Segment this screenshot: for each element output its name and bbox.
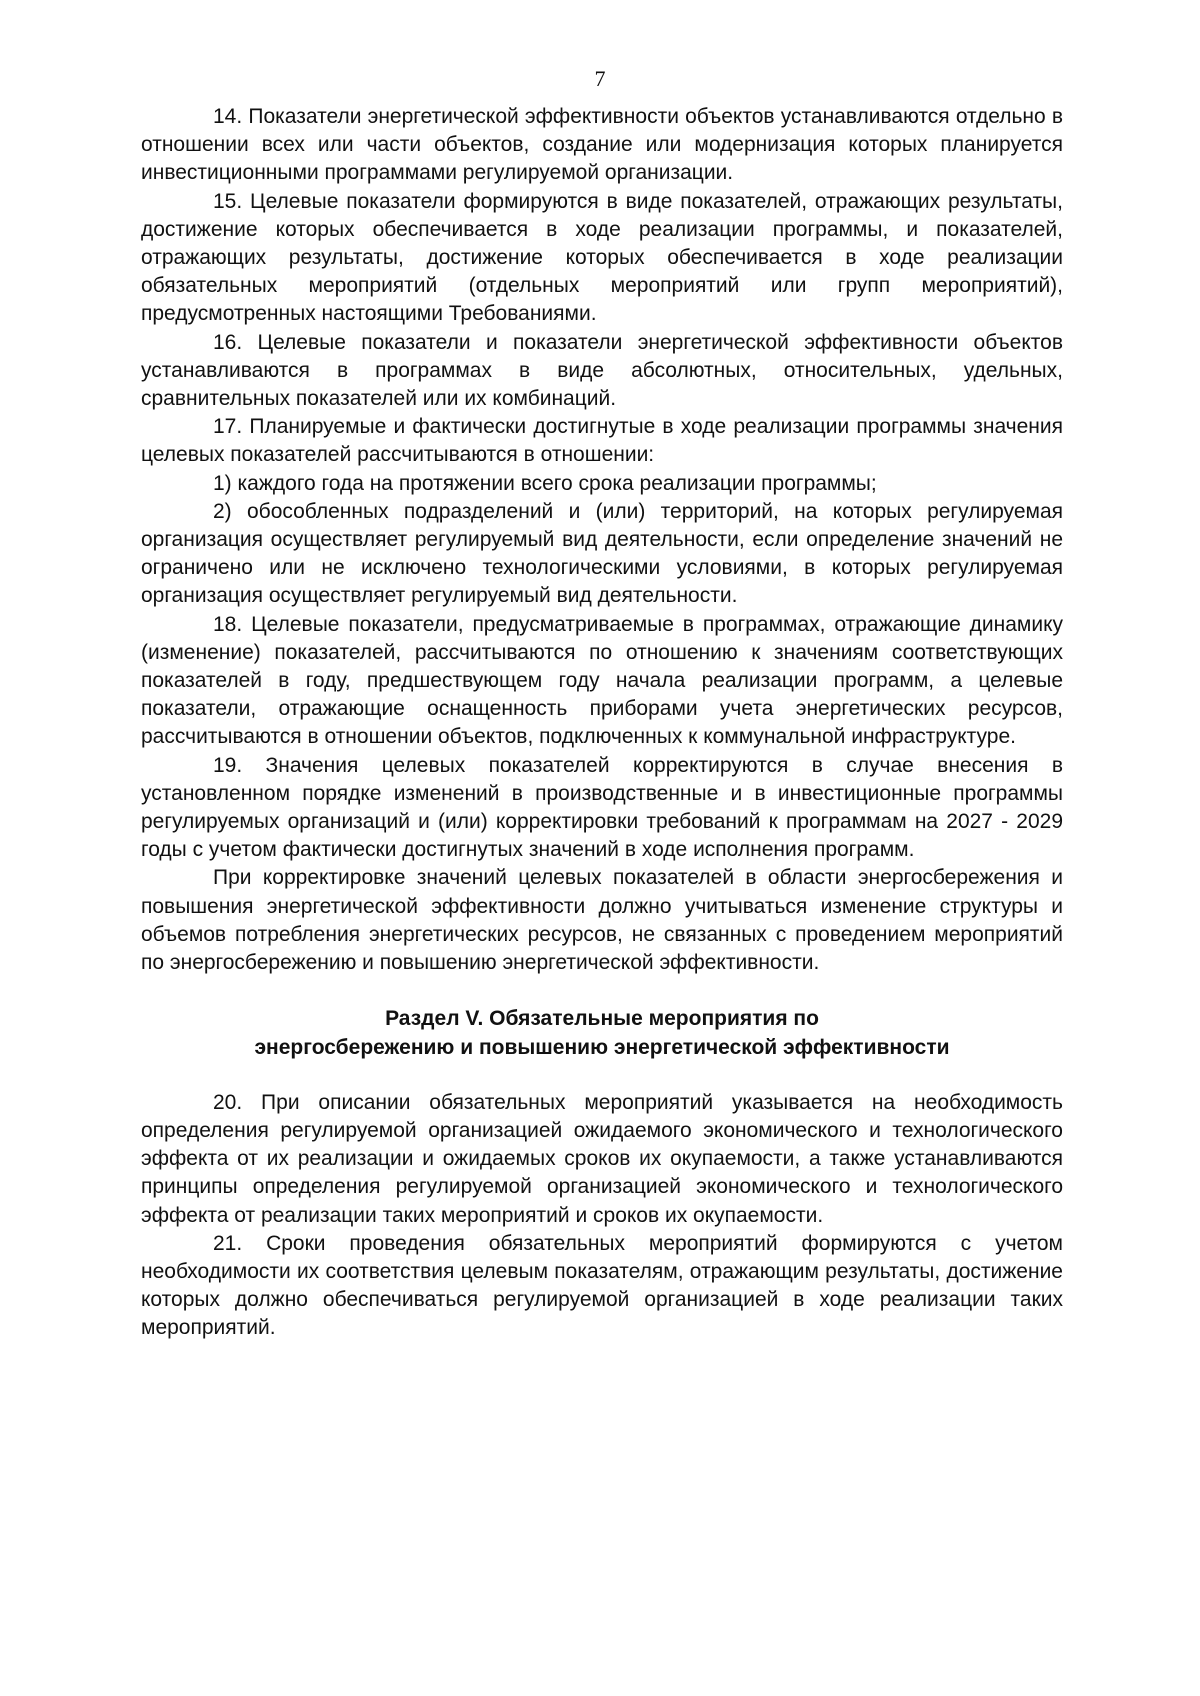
paragraph-19-note: При корректировке значений целевых показателей в области энергосбережения и повышения энергетической эффективности должно учитываться изменение структуры и объемов потребления энергетических ресурсов, не связанных с проведением мероприятий по энергосбережению и повышению энергетической эффективности. <box>141 866 1063 975</box>
paragraph-17: 17. Планируемые и фактически достигнутые в ходе реализации программы значения целевых показателей рассчитываются в отношении: <box>141 415 1063 467</box>
paragraph-19: 19. Значения целевых показателей корректируются в случае внесения в установленном порядке изменений в производственные и в инвестиционные программы регулируемых организаций и (или) корректировки требований к программам на 2027 - 2029 годы с учетом фактически достигнутых значений в ходе исполнения программ. <box>141 753 1063 862</box>
paragraph-15: 15. Целевые показатели формируются в виде показателей, отражающих результаты, достижение которых обеспечивается в ходе реализации программы, и показателей, отражающих результаты, достижение которых обеспечивается в ходе реализации обязательных мероприятий (отдельных мероприятий или групп мероприятий), предусмотренных настоящими Требованиями. <box>141 189 1063 326</box>
paragraph-21: 21. Сроки проведения обязательных мероприятий формируются с учетом необходимости их соответствия целевым показателям, отражающим результаты, достижение которых должно обеспечиваться регулируемой организацией в ходе реализации таких мероприятий. <box>141 1231 1063 1340</box>
paragraph-18: 18. Целевые показатели, предусматриваемые в программах, отражающие динамику (изменение) показателей, рассчитываются по отношению к значениям соответствующих показателей в году, предшествующем году начала реализации программ, а целевые показатели, отражающие оснащенность приборами учета энергетических ресурсов, рассчитываются в отношении объектов, подключенных к коммунальной инфраструктуре. <box>141 612 1063 749</box>
paragraph-17-item-1: 1) каждого года на протяжении всего срока реализации программы; <box>213 471 877 495</box>
paragraph-20: 20. При описании обязательных мероприятий указывается на необходимость определения регулируемой организацией ожидаемого экономического и технологического эффекта от их реализации и ожидаемых сроков их окупаемости, а также устанавливаются принципы определения регулируемой организацией экономического и технологического эффекта от реализации таких мероприятий и сроков их окупаемости. <box>141 1090 1063 1227</box>
section-heading <box>141 1005 1063 1061</box>
paragraph-14: 14. Показатели энергетической эффективности объектов устанавливаются отдельно в отношении всех или части объектов, создание или модернизация которых планируется инвестиционными программами регулируемой организации. <box>141 105 1063 185</box>
section-heading-line-1: Раздел V. Обязательные мероприятия по <box>385 1007 819 1031</box>
document-body <box>141 103 1063 1343</box>
section-heading-line-2: энергосбережению и повышению энергетической эффективности <box>254 1035 950 1059</box>
paragraph-17-item-2: 2) обособленных подразделений и (или) территорий, на которых регулируемая организация осуществляет регулируемый вид деятельности, если определение значений не ограничено или не исключено технологическими условиями, в которых регулируемая организация осуществляет регулируемый вид деятельности. <box>141 499 1063 608</box>
paragraph-16: 16. Целевые показатели и показатели энергетической эффективности объектов устанавливаются в программах в виде абсолютных, относительных, удельных, сравнительных показателей или их комбинаций. <box>141 330 1063 411</box>
page-number: 7 <box>594 66 606 91</box>
